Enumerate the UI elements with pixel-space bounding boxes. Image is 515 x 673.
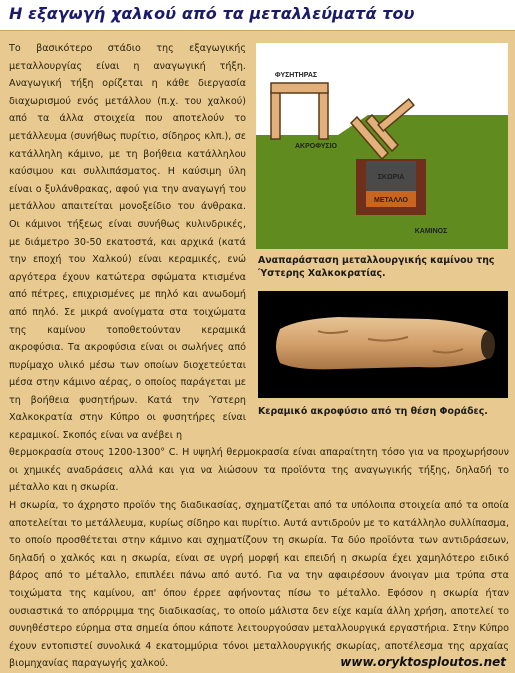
label-furnace: ΚΑΜΙΝΟΣ [414,228,448,235]
bellows-pipe-right [319,91,328,139]
nozzle-object [276,317,492,369]
label-slag: ΣΚΩΡΙΑ [377,174,405,181]
slag-paragraph: Η σκωρία, το άχρηστο προϊόν της διαδικασίας, σχηματίζεται από τα υπόλοιπα στοιχεία από τα οποία αποτελείται το μετάλλευμα, κυρίως σίδηρο και πυρίτιο. Αυτά αντιδρούν με το κατάλληλο συλλίπασμα, το οποίο προσθέτεται στην κάμινο και σχηματίζουν τη σκωρία. Τα δύο προϊόντα των αντιδράσεων, δηλαδή ο χαλκός και η σκωρία, είναι σε υγρή μορφή και επειδή η σκωρία έχει χαμηλότερο ειδικό βάρος από το μέταλλο, επιπλέει πάνω από αυτό. Για να την αφαιρέσουν άνοιγαν μια τρύπα στα τοιχώματα της καμίνου, απ' όπου έρρεε αφήνοντας πίσω το μέταλλο. Εφόσον η σκωρία ήταν ουσιαστικά το απόρριμμα της διαδικασίας, το οποίο μάλιστα δεν είχε καμία άλλη χρήση, αποτελεί το συνηθέστερο εύρημα στα σημεία όπου κάποτε λειτουργούσαν μεταλλουργικά εργαστήρια. Στην Κύπρο έχουν εντοπιστεί συνολικά 4 εκατομμύρια τόνοι μεταλλουργικής σκωρίας, αποτέλεσμα της αρχαίας βιομηχανίας παραγωγής χαλκού. [9,500,509,670]
page-title: Η εξαγωγή χαλκού από τα μεταλλεύματά του [9,4,415,23]
temperature-text: θερμοκρασία στους 1200-1300° C. Η υψηλή θερμοκρασία είναι απαραίτητη τόσο για να προχωρήσουν οι χημικές αναδράσεις αλλά και για να λιώσουν τα προϊόντα της αναγωγικής τήξης, δηλαδή το μέταλλο και η σκωρία. [9,447,509,494]
website-link[interactable]: www.oryktosploutos.net [340,655,506,669]
title-bar [0,0,515,31]
photo-caption: Κεραμικό ακροφύσιο από τη θέση Φοράδες. [258,406,488,417]
label-bellows: ΦΥΣΗΤΗΡΑΣ [274,72,318,79]
intro-column-text: Το βασικότερο στάδιο της εξαγωγικής μεταλλουργίας είναι η αναγωγική τήξη. Αναγωγική τήξη ορίζεται η κάθε διεργασία διαχωρισμού ενός μετάλλου (π.χ. του χαλκού) από τα άλλα στοιχεία που αποτελούν το μετάλλευμα (συνήθως πυρίτιο, σίδηρος κλπ.), σε κατάλληλη κάμινο, με τη βοήθεια κατάλληλου καύσιμου και συλλιπάσματος. Η καύσιμη ύλη είναι ο ξυλάνθρακας, αφού για την αναγωγή του μετάλλου απαιτείται μονοξείδιο του άνθρακα. Οι κάμινοι τήξεως είναι συνήθως κυλινδρικές, με διάμετρο 30-50 εκατοστά, και αρχικά (κατά την εποχή του Χαλκού) είναι κεραμικές, ενώ αργότερα έχουν κατώτερα σφώματα κτισμένα από πέτρες, επιχρισμένες με πηλό και ανωδομή από πηλό. Σε μικρά ανοίγματα στα τοιχώματα της καμίνου τοποθετούνταν κεραμικά ακροφύσια. Τα ακροφύσια είναι οι σωλήνες από πυρίμαχο υλικό μέσω των οποίων διοχετεύεται μέσα στην κάμινο αέρας, ο οποίος παράγεται με τη βοήθεια φυσητήρων. Κατά την Ύστερη Χαλκοκρατία στην Κύπρο οι φυσητήρες είναι κεραμικοί. Σκοπός είναι να ανέβει η [9,43,246,442]
bellows-top [271,83,328,93]
furnace-diagram [256,43,508,249]
nozzle-photo [258,291,508,398]
diagram-caption: Αναπαράσταση μεταλλουργικής καμίνου της Ύστερης Χαλκοκρατίας. [258,255,495,279]
label-metal: ΜΕΤΑΛΛΟ [374,197,408,204]
nozzle-opening [481,331,495,359]
label-nozzle: ΑΚΡΟΦΥΣΙΟ [294,143,338,150]
bellows-pipe-left [271,91,280,139]
